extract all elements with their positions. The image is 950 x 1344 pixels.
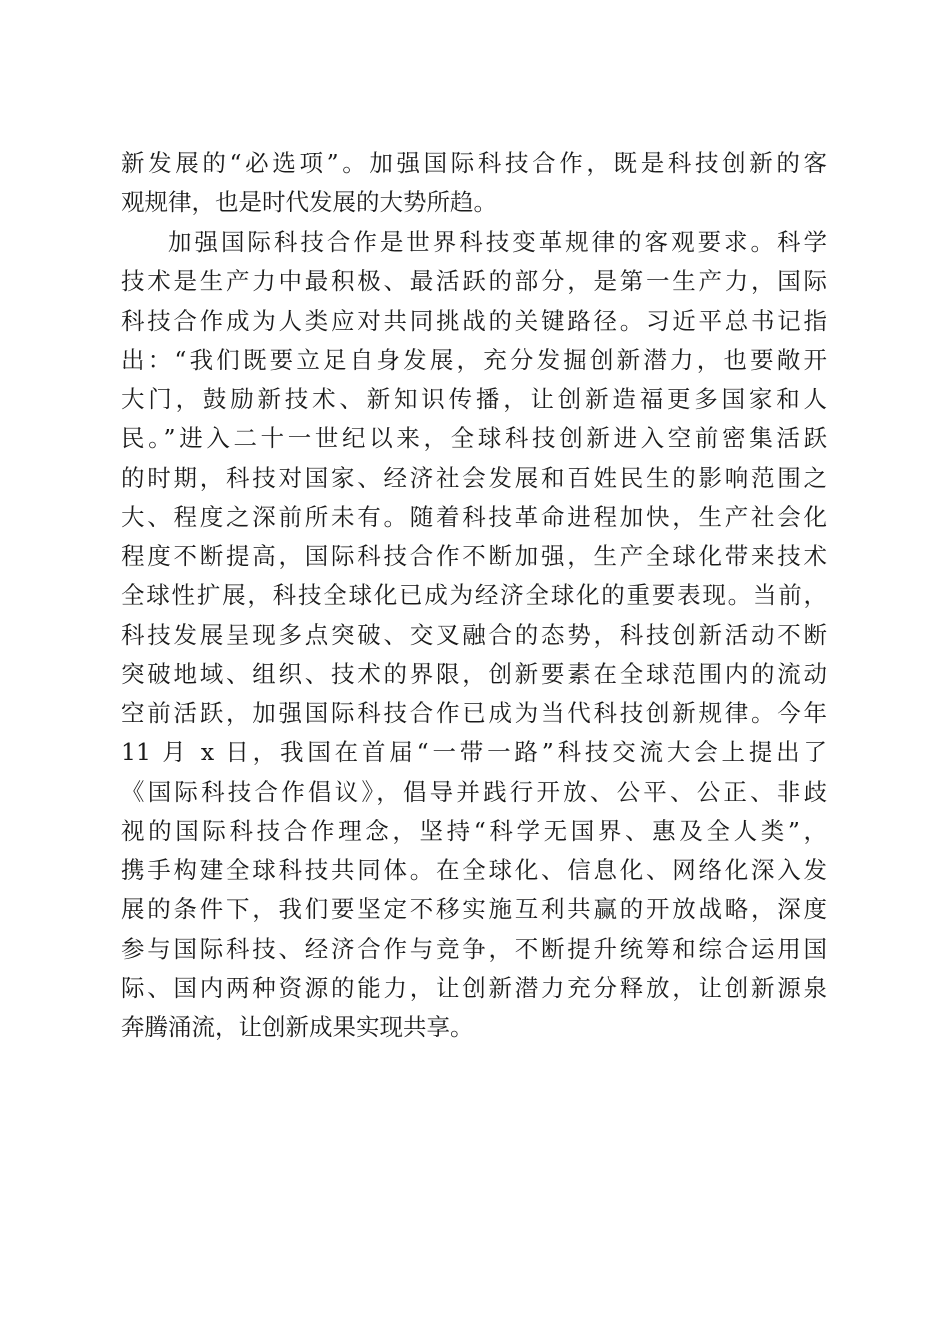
text-line: 大、程度之深前所未有。随着科技革命进程加快，生产社会化 [121, 502, 827, 531]
text-line: 出：“我们既要立足自身发展，充分发掘创新潜力，也要敞开 [121, 345, 827, 374]
text-line: 观规律，也是时代发展的大势所趋。 [121, 188, 497, 217]
text-line: 新发展的“必选项”。加强国际科技合作，既是科技创新的客 [121, 149, 827, 177]
text-line: 科技合作成为人类应对共同挑战的关键路径。习近平总书记指 [121, 306, 827, 335]
text-line: 11 月 x 日，我国在首届“一带一路”科技交流大会上提出了 [121, 738, 827, 767]
text-line: 科技发展呈现多点突破、交叉融合的态势，科技创新活动不断 [121, 620, 827, 649]
text-line: 程度不断提高，国际科技合作不断加强，生产全球化带来技术 [121, 542, 827, 570]
paragraph-international-cooperation [121, 223, 827, 1047]
text-line: 参与国际科技、经济合作与竞争，不断提升统筹和综合运用国 [121, 934, 827, 963]
text-line: 携手构建全球科技共同体。在全球化、信息化、网络化深入发 [121, 856, 827, 884]
text-line: 际、国内两种资源的能力，让创新潜力充分释放，让创新源泉 [121, 973, 827, 1002]
text-line: 加强国际科技合作是世界科技变革规律的客观要求。科学 [168, 228, 827, 256]
text-line: 《国际科技合作倡议》，倡导并践行开放、公平、公正、非歧 [121, 777, 827, 806]
text-line: 奔腾涌流，让创新成果实现共享。 [121, 1013, 474, 1041]
text-line: 视的国际科技合作理念，坚持“科学无国界、惠及全人类”， [121, 816, 827, 845]
paragraph-continuation [121, 144, 827, 223]
text-line: 空前活跃，加强国际科技合作已成为当代科技创新规律。今年 [121, 699, 827, 727]
text-line: 的时期，科技对国家、经济社会发展和百姓民生的影响范围之 [121, 463, 827, 492]
text-line: 民。”进入二十一世纪以来，全球科技创新进入空前密集活跃 [121, 424, 827, 453]
text-line: 全球性扩展，科技全球化已成为经济全球化的重要表现。当前， [121, 581, 827, 610]
text-line: 突破地域、组织、技术的界限，创新要素在全球范围内的流动 [121, 659, 827, 688]
text-line: 展的条件下，我们要坚定不移实施互利共赢的开放战略，深度 [121, 895, 827, 924]
text-line: 技术是生产力中最积极、最活跃的部分，是第一生产力，国际 [121, 267, 827, 296]
text-line: 大门，鼓励新技术、新知识传播，让创新造福更多国家和人 [121, 385, 827, 413]
